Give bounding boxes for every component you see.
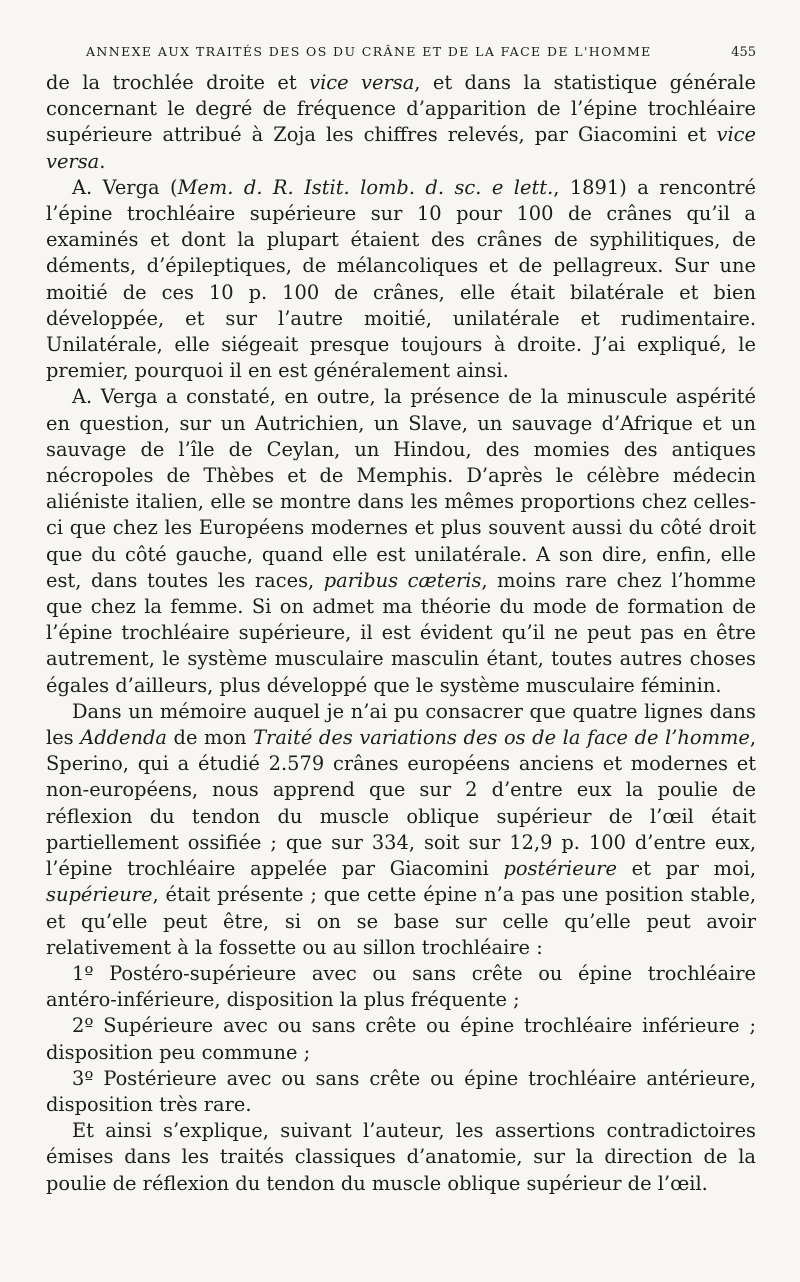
running-head-title: ANNEXE AUX TRAITÉS DES OS DU CRÂNE ET DE LA FACE DE L'HOMME [86, 44, 652, 59]
paragraph-continuation: de la trochlée droite et vice versa, et dans la statistique générale concernant le degré de fréquence d’apparition de l’épine trochléaire supérieure attribué à Zoja les chiffres relevés, par Giacomini et vice versa. [46, 71, 756, 173]
paragraph-verga-study: A. Verga (Mem. d. R. Istit. lomb. d. sc. e lett., 1891) a rencontré l’épine trochléaire supérieure sur 10 pour 100 de crânes qu’il a examinés et dont la plupart étaient des crânes de syphilitiques, de déments, d’épileptiques, de mélancoliques et de pellagreux. Sur une moitié de ces 10 p. 100 de crânes, elle était bilatérale et bien développée, et sur l’autre moitié, unilatérale et rudimentaire. Unilatérale, elle siégeait presque toujours à droite. J’ai expliqué, le premier, pourquoi il en est généralement ainsi. [46, 175, 757, 383]
list-item: 1º Postéro-supérieure avec ou sans crête ou épine trochléaire antéro-inférieure, disposition la plus fréquente ; [46, 961, 756, 1012]
list-item: 2º Supérieure avec ou sans crête ou épine trochléaire inférieure ; disposition peu commune ; [46, 1014, 756, 1064]
book-page [46, 44, 756, 1197]
body-text [46, 70, 756, 1197]
list-item: 3º Postérieure avec ou sans crête ou épine trochléaire antérieure, disposition très rare. [46, 1066, 756, 1116]
running-head [46, 44, 756, 60]
paragraph-conclusion: Et ainsi s’explique, suivant l’auteur, les assertions contradictoires émises dans les traités classiques d’anatomie, sur la direction de la poulie de réflexion du tendon du muscle oblique supérieur de l’œil. [46, 1119, 756, 1195]
page-number: 455 [731, 45, 756, 60]
paragraph-sperino: Dans un mémoire auquel je n’ai pu consacrer que quatre lignes dans les Addenda de mon Traité des variations des os de la face de l’homme, Sperino, qui a étudié 2.579 crânes européens anciens et modernes et non-européens, nous apprend que sur 2 d’entre eux la poulie de réflexion du tendon du muscle oblique supérieur de l’œil était partiellement ossifiée ; que sur 334, soit sur 12,9 p. 100 d’entre eux, l’épine trochléaire appelée par Giacomini postérieure et par moi, supérieure, était présente ; que cette épine n’a pas une position stable, et qu’elle peut être, si on se base sur celle qu’elle peut avoir relativement à la fossette ou au sillon trochléaire : [46, 699, 756, 959]
paragraph-verga-races: A. Verga a constaté, en outre, la présence de la minuscule aspérité en question, sur un Autrichien, un Slave, un sauvage d’Afrique et un sauvage de l’île de Ceylan, un Hindou, des momies des antiques nécropoles de Thèbes et de Memphis. D’après le célèbre médecin aliéniste italien, elle se montre dans les mêmes proportions chez celles-ci que chez les Européens modernes et plus souvent aussi du côté droit que du côté gauche, quand elle est unilatérale. A son dire, enfin, elle est, dans toutes les races, paribus cæteris, moins rare chez l’homme que chez la femme. Si on admet ma théorie du mode de formation de l’épine trochléaire supérieure, il est évident qu’il ne peut pas en être autrement, le système musculaire masculin étant, toutes autres choses égales d’ailleurs, plus développé que le système musculaire féminin. [46, 385, 756, 697]
